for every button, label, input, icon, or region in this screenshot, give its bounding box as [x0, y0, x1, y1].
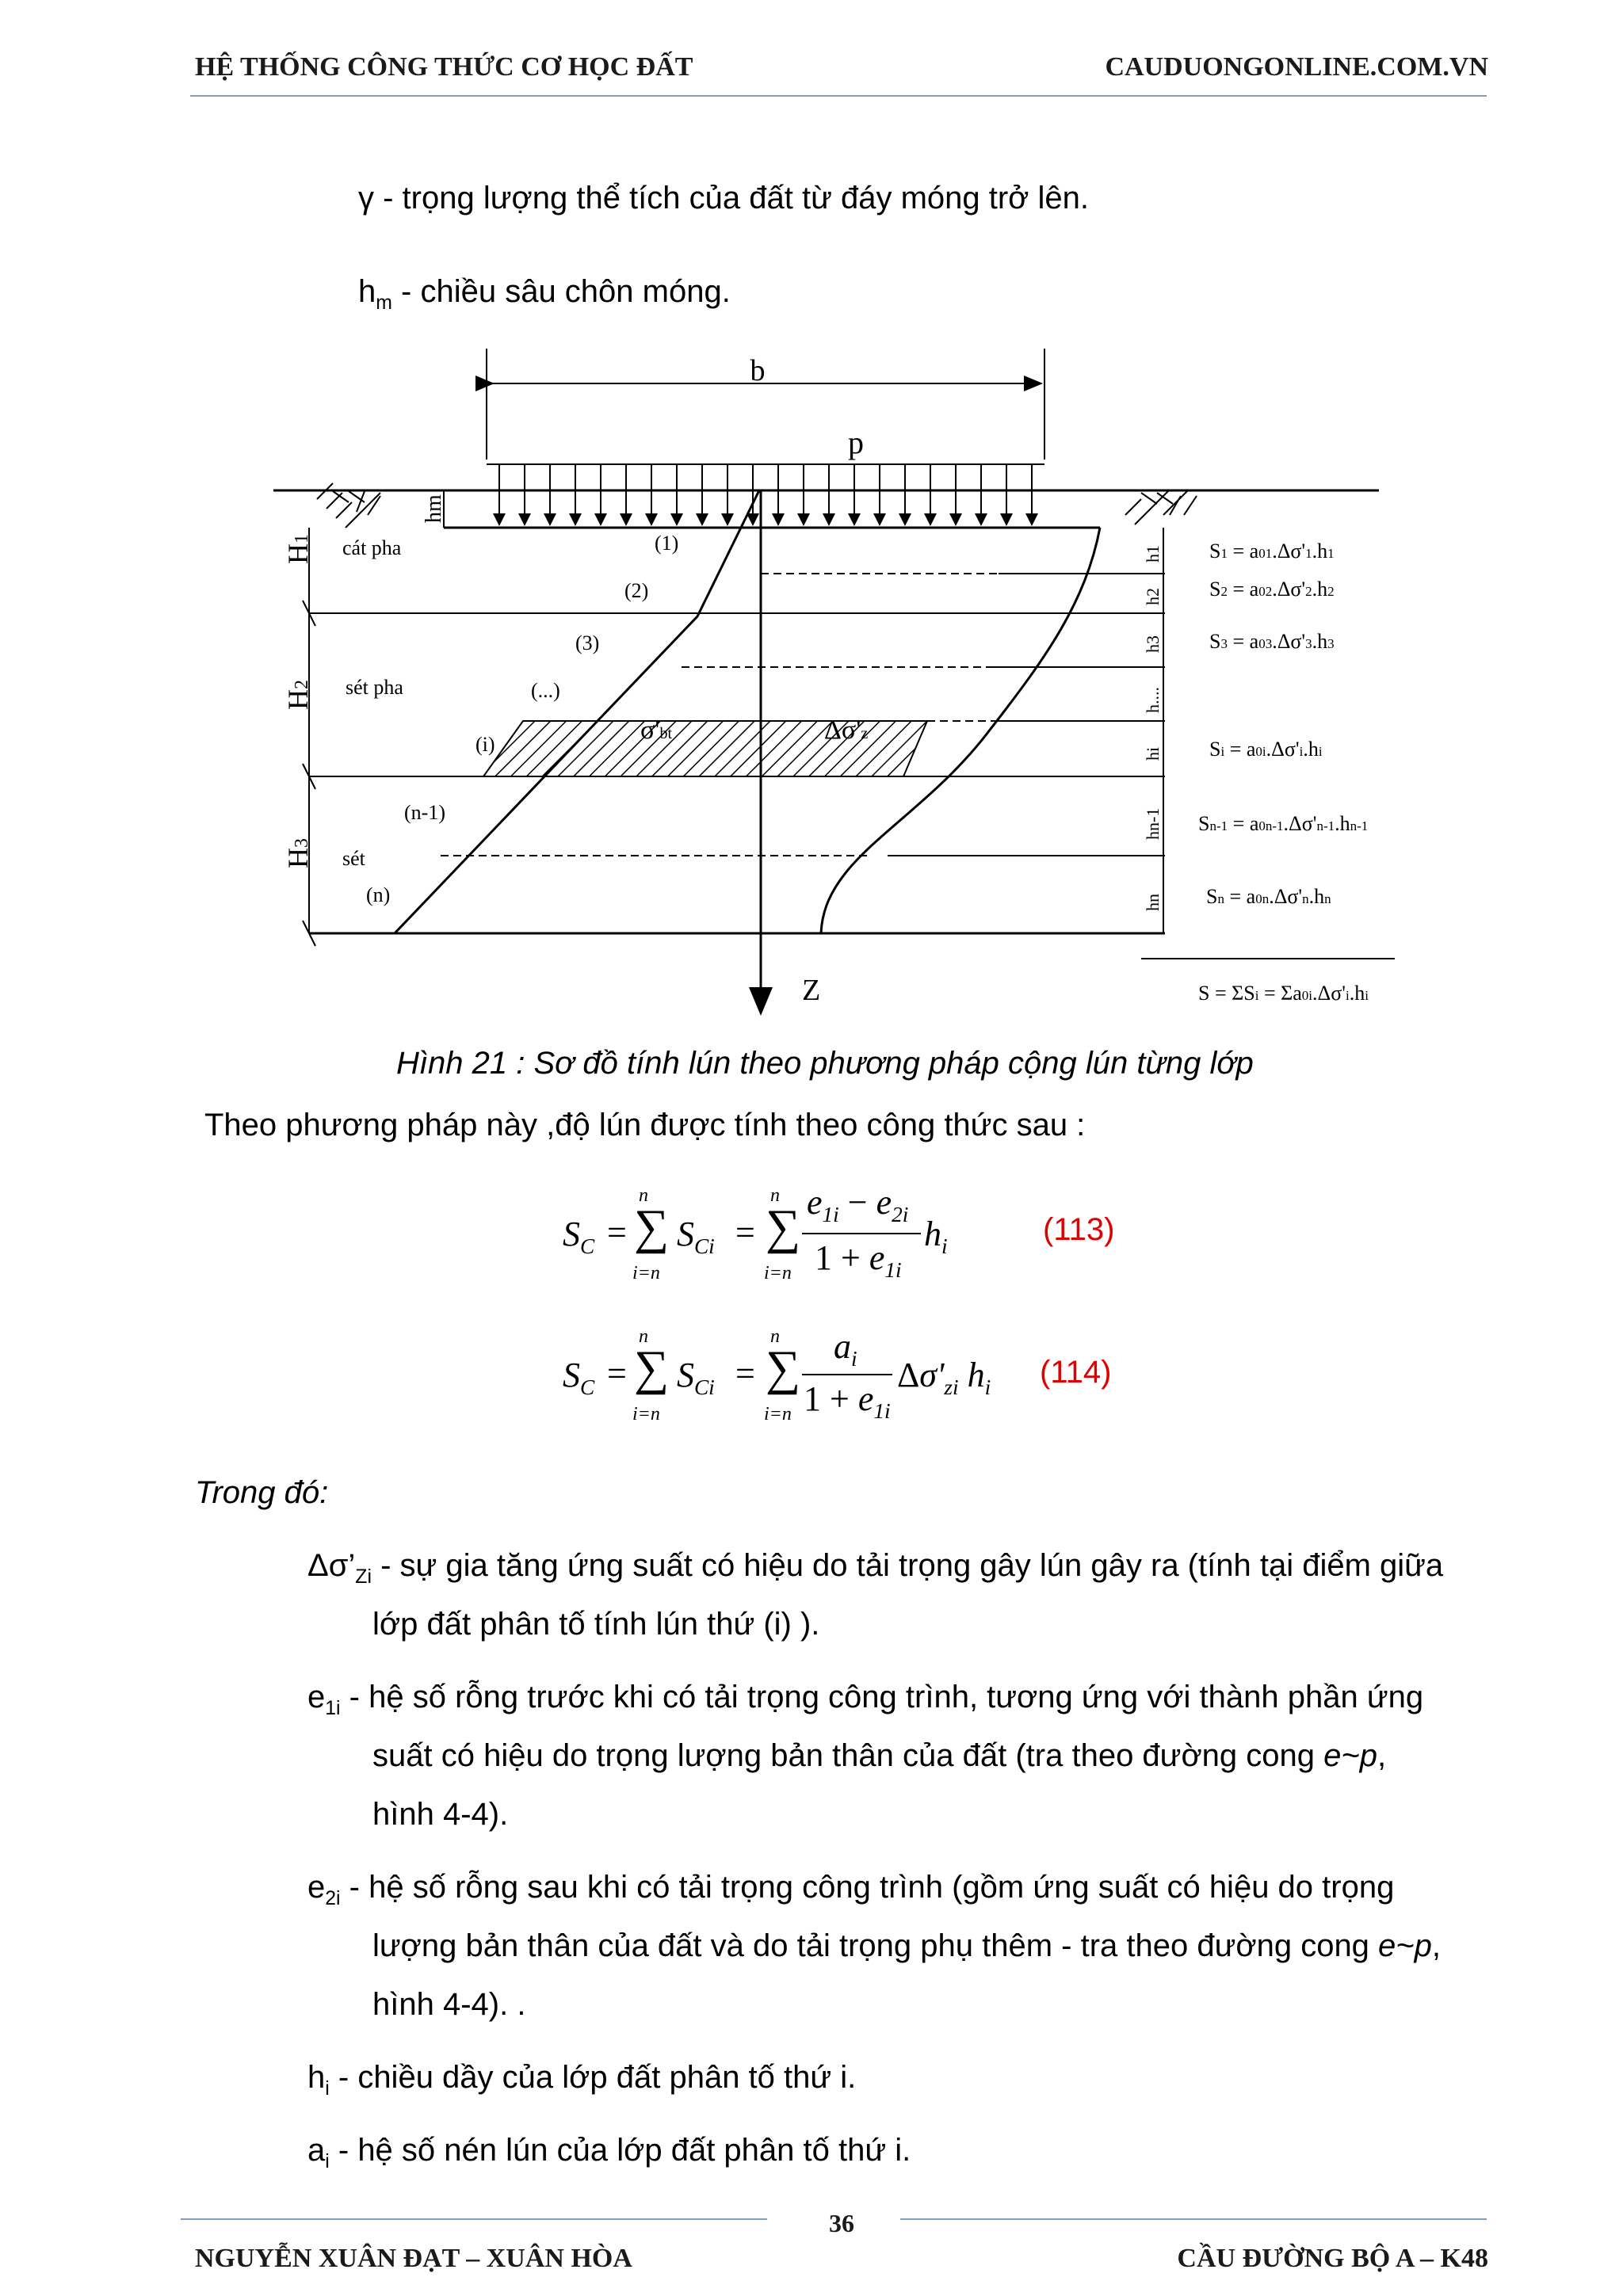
label-H2: H2 [282, 680, 314, 710]
settlement-diagram [0, 0, 1623, 1046]
equation-113: $S_C$ = n ∑ i=n $S_{Ci}$ = n ∑ i=n $e_{1i} - e_{2i}$ $1 + e_{1i}$ $h_i$ [563, 1183, 948, 1283]
header-right: CAUDUONGONLINE.COM.VN [1105, 52, 1488, 82]
label-sigma-bt: σ'bt [640, 715, 673, 745]
ground-hatch-right [1125, 490, 1197, 524]
eq-Sn: Sn = a0n.Δσ'n.hn [1206, 885, 1331, 908]
h-label-n1: hn-1 [1143, 807, 1163, 840]
def-ai: $a_i$ - hệ số nén lún của lớp đất phân tố thứ i. [307, 2133, 911, 2172]
h-label-1: h1 [1143, 545, 1163, 563]
label-p: p [848, 425, 864, 460]
def-e2i-line2: lượng bản thân của đất và do tải trọng phụ thêm - tra theo đường cong e~p, [372, 1928, 1442, 1963]
hm-subscript: m [376, 292, 392, 314]
gamma-text: - trọng lượng thể tích của đất từ đáy móng trở lên. [374, 181, 1090, 215]
label-H1: H1 [282, 534, 314, 564]
def-delta-sigma: $\Delta\sigma’_{Zi}$ - sự gia tăng ứng suất có hiệu do tải trọng gây lún gây ra (tính tại điểm giữa [307, 1548, 1444, 1588]
eq-Sn1: Sn-1 = a0n-1.Δσ'n-1.hn-1 [1198, 812, 1369, 835]
def-hi: $h_i$ - chiều dầy của lớp đất phân tố thứ i. [307, 2060, 857, 2100]
def-e1i-line3: hình 4-4). [372, 1797, 509, 1832]
eq-Si: Si = a0i.Δσ'i.hi [1209, 738, 1323, 761]
label-b: b [750, 354, 766, 387]
def-e2i: $e_{2i}$ - hệ số rỗng sau khi có tải trọng công trình (gồm ứng suất có hiệu do trọng [307, 1870, 1395, 1909]
h-label-dots: h.... [1143, 687, 1163, 713]
def-delta-sigma-line2: lớp đất phân tố tính lún thứ (i) ). [372, 1607, 820, 1642]
eq-total: S = ΣSi = Σa0i.Δσ'i.hi [1198, 982, 1369, 1005]
layer-label-n1: (n-1) [404, 801, 445, 824]
def-e1i: $e_{1i}$ - hệ số rỗng trước khi có tải trọng công trình, tương ứng với thành phần ứng [307, 1680, 1424, 1719]
footer-rule-right [900, 2218, 1487, 2220]
settlement-equations [1198, 540, 1369, 1005]
label-H3: H3 [282, 838, 314, 868]
def-e2i-line3: hình 4-4). . [372, 1987, 526, 2022]
sublayer-lines [441, 574, 1094, 856]
sigma-bt-curve [395, 490, 759, 933]
layer-label-i: (i) [475, 733, 495, 756]
eq-S2: S2 = a02.Δσ'2.h2 [1209, 578, 1335, 601]
h-label-n: hn [1143, 894, 1163, 911]
soil-label-3: sét [342, 847, 365, 870]
layer-label-1: (1) [655, 532, 679, 555]
layer-label-2: (2) [624, 579, 649, 602]
layer-label-dots: (...) [531, 679, 560, 702]
h-label-i: hi [1143, 746, 1163, 761]
footer-rule-left [181, 2218, 767, 2220]
hm-text: - chiều sâu chôn móng. [391, 274, 731, 309]
layer-label-3: (3) [575, 631, 600, 654]
eq-S3: S3 = a03.Δσ'3.h3 [1209, 630, 1335, 653]
label-delta-sigma: Δσ'z [824, 715, 869, 745]
equation-114-number: (114) [1040, 1355, 1112, 1390]
equation-113-number: (113) [1043, 1212, 1115, 1247]
where-heading: Trong đó: [195, 1475, 329, 1510]
h-label-2: h2 [1143, 588, 1163, 605]
page-number: 36 [829, 2209, 854, 2237]
figure-caption: Hình 21 : Sơ đồ tính lún theo phương pháp cộng lún từng lớp [396, 1046, 1254, 1081]
def-delta-sigma-symbol: Δσ’ [307, 1548, 356, 1583]
layer-label-n: (n) [366, 883, 391, 906]
footer-left: NGUYỄN XUÂN ĐẠT – XUÂN HÒA [195, 2244, 632, 2273]
label-hm: hm [422, 494, 446, 523]
equation-114: $S_C$ = n ∑ i=n $S_{Ci}$ = n ∑ i=n $a_i$ $1 + e_{1i}$ $\Delta\sigma'_{zi}$ $h_i$ [563, 1326, 991, 1425]
soil-label-1: cát pha [342, 536, 402, 559]
hm-symbol: h [358, 274, 376, 309]
header-left: HỆ THỐNG CÔNG THỨC CƠ HỌC ĐẤT [195, 52, 693, 82]
footer-right: CẦU ĐƯỜNG BỘ A – K48 [1177, 2244, 1488, 2273]
label-Z: Z [802, 974, 821, 1007]
h-label-3: h3 [1143, 635, 1163, 653]
gamma-symbol: γ [358, 181, 374, 215]
soil-label-2: sét pha [346, 676, 403, 699]
def-e1i-line2: suất có hiệu do trọng lượng bản thân của đất (tra theo đường cong e~p, [372, 1738, 1387, 1773]
method-line: Theo phương pháp này ,độ lún được tính theo công thức sau : [204, 1108, 1086, 1142]
eq-S1: S1 = a01.Δσ'1.h1 [1209, 540, 1335, 563]
load-arrows [499, 464, 1032, 523]
